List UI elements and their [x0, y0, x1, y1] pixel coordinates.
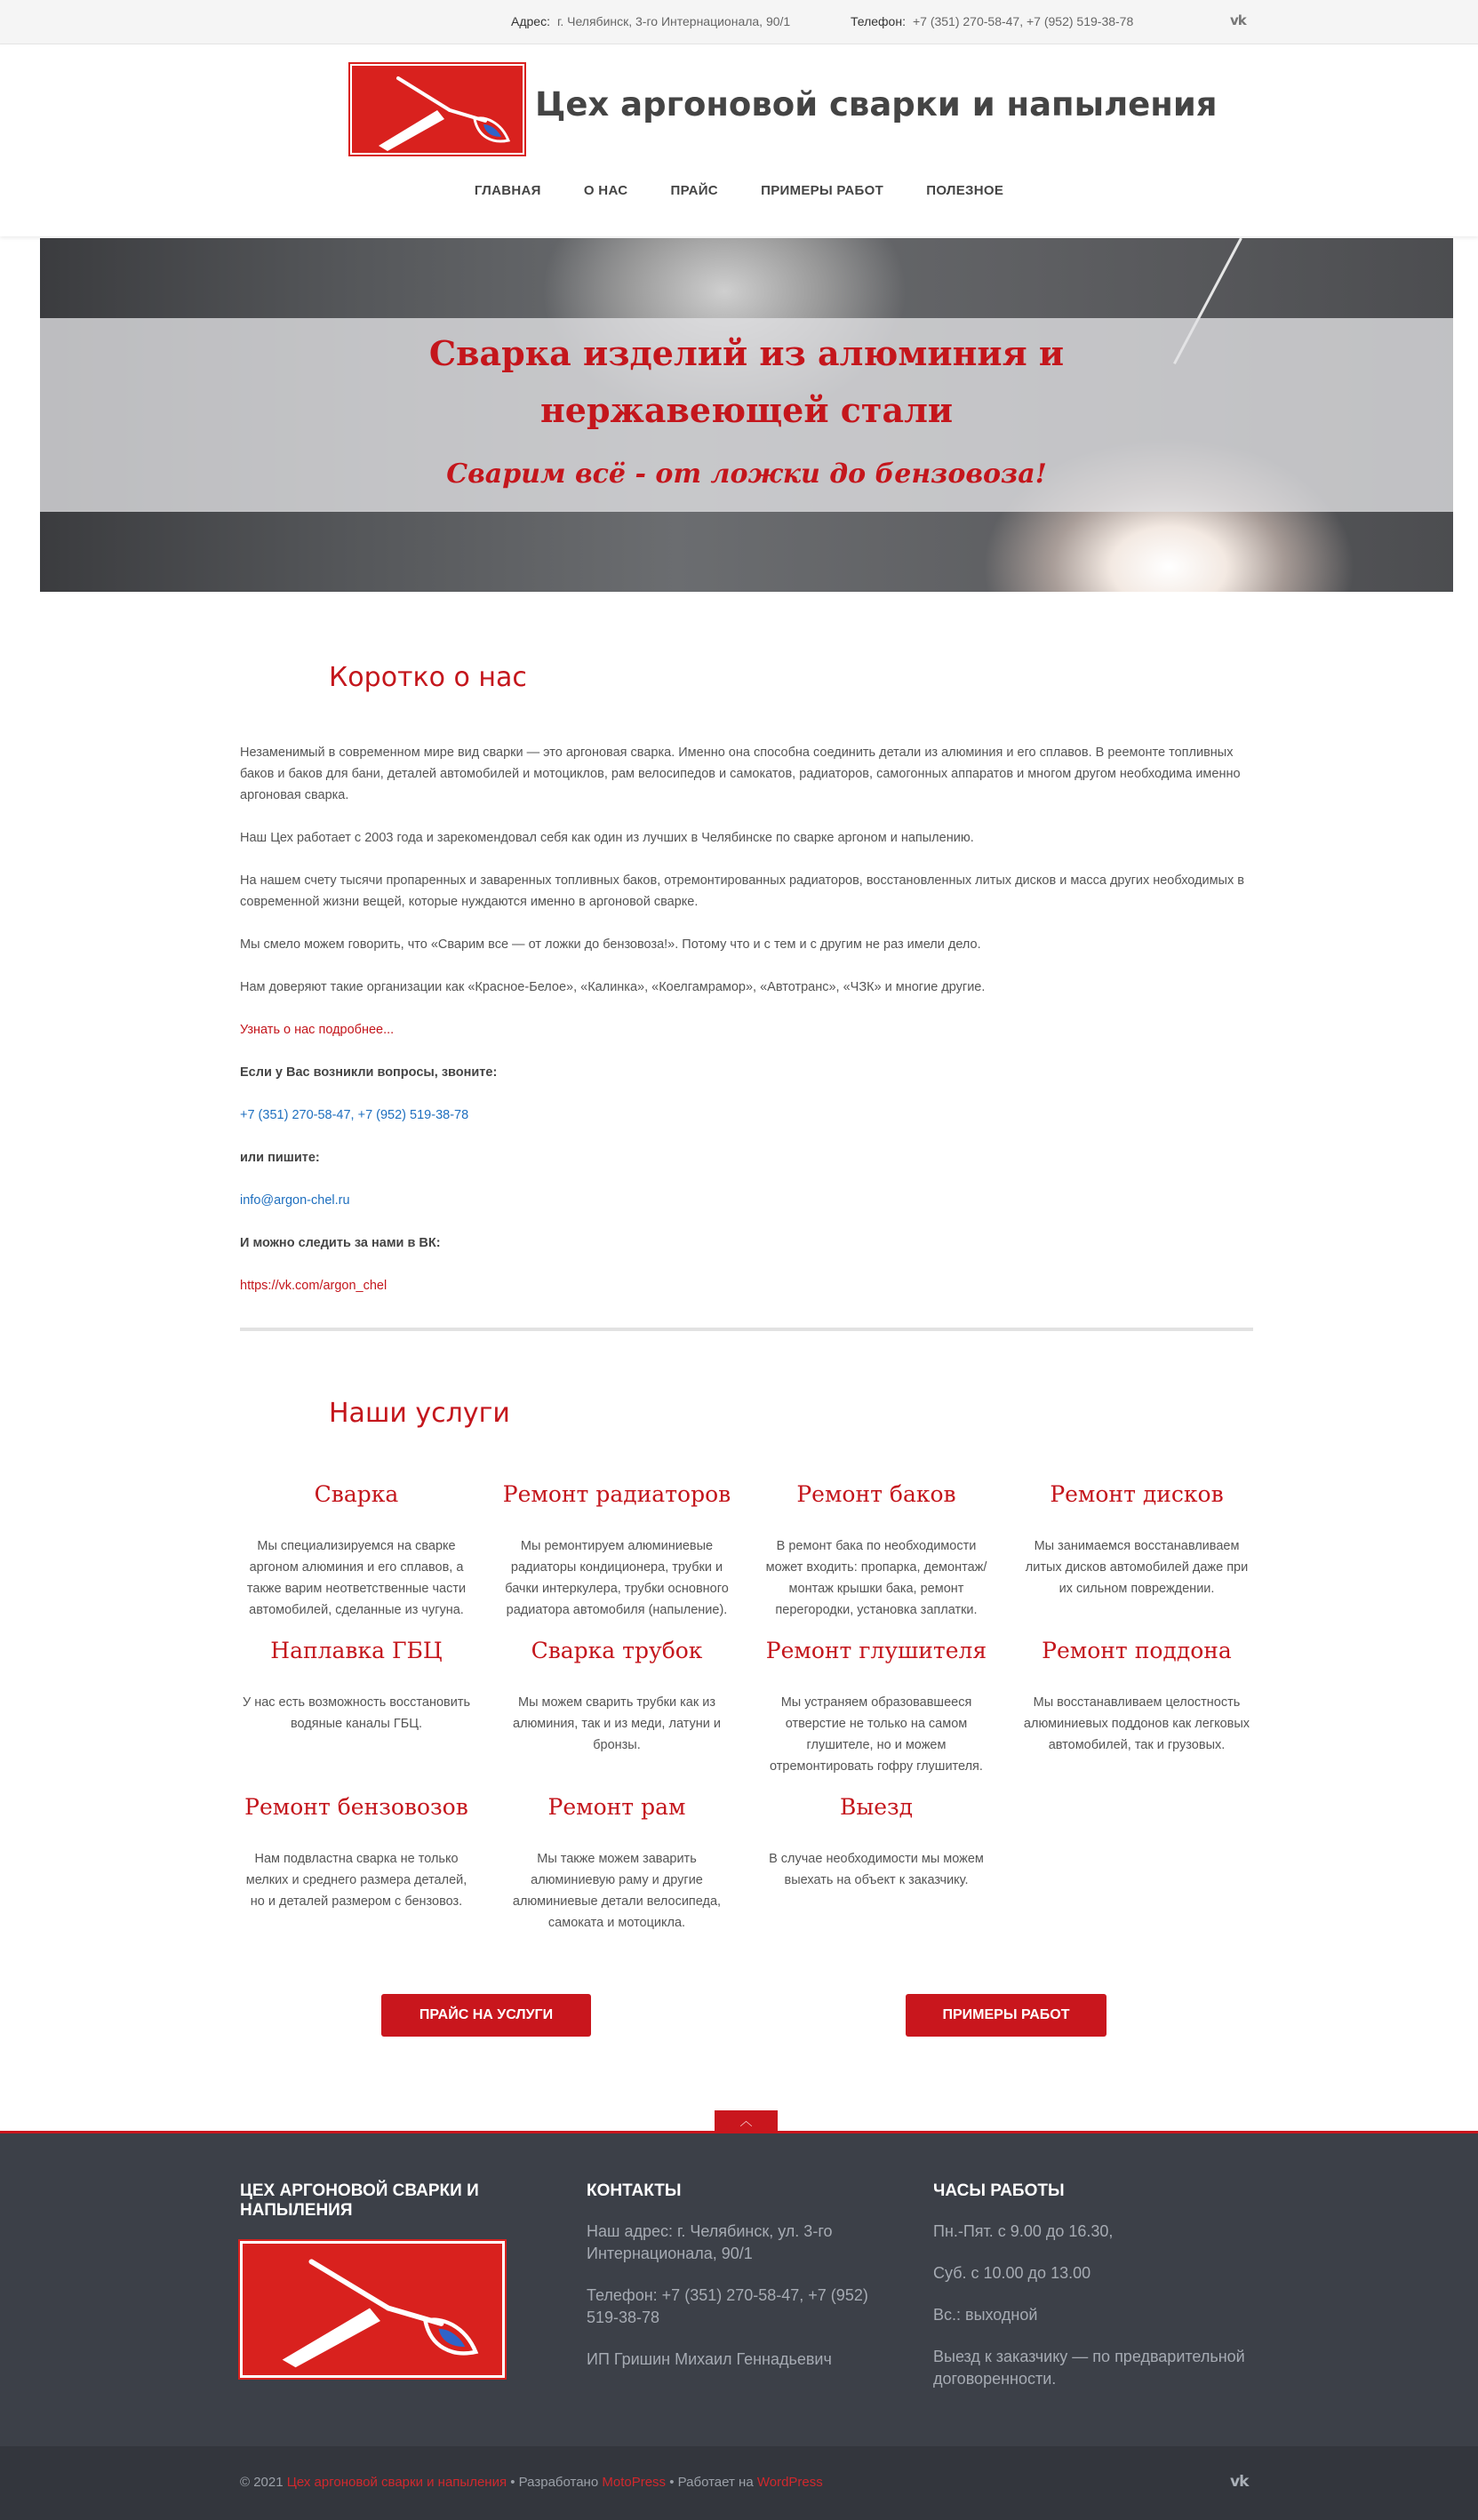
- service-card: [1020, 1631, 1253, 1756]
- footer-column-title: ЧАСЫ РАБОТЫ: [933, 2181, 1065, 2200]
- about-write-label: или пишите:: [240, 1151, 320, 1165]
- service-card: [500, 1475, 733, 1621]
- site-footer: [0, 2131, 1478, 2446]
- footer-column-title: КОНТАКТЫ: [587, 2181, 682, 2200]
- footer-column-contacts: [587, 2181, 871, 2371]
- examples-button[interactable]: ПРИМЕРЫ РАБОТ: [906, 1994, 1107, 2037]
- copyright-dev-label: • Разработано: [510, 2475, 599, 2490]
- nav-item-useful[interactable]: ПОЛЕЗНОЕ: [926, 183, 1004, 198]
- nav-item-about[interactable]: О НАС: [583, 183, 628, 198]
- footer-hours-weekdays: Пн.-Пят. с 9.00 до 16.30,: [933, 2222, 1114, 2240]
- footer-owner: ИП Гришин Михаил Геннадьевич: [587, 2350, 832, 2368]
- service-name[interactable]: Наплавка ГБЦ: [270, 1638, 443, 1663]
- service-card: [500, 1631, 733, 1756]
- vk-icon[interactable]: vk: [1230, 12, 1246, 28]
- service-card: [500, 1788, 733, 1934]
- footer-column-title: ЦЕХ АРГОНОВОЙ СВАРКИ И НАПЫЛЕНИЯ: [240, 2181, 479, 2220]
- service-desc: Нам подвластна сварка не только мелких и среднего размера деталей, но и деталей размером с бензовоз.: [245, 1852, 467, 1909]
- service-card: [240, 1631, 473, 1734]
- service-card: [760, 1475, 993, 1621]
- top-bar: [0, 0, 1478, 44]
- about-paragraph-5: Нам доверяют такие организации как «Красное-Белое», «Калинка», «Коелгамрамор», «Автотранс», «ЧЗК» и многие другие.: [240, 980, 986, 994]
- footer-hours-sunday: Вс.: выходной: [933, 2306, 1038, 2324]
- scroll-to-top-button[interactable]: [715, 2110, 778, 2132]
- service-card: [760, 1788, 993, 1891]
- service-card: [760, 1631, 993, 1777]
- price-button[interactable]: ПРАЙС НА УСЛУГИ: [381, 1994, 591, 2037]
- service-desc: В ремонт бака по необходимости может входить: пропарка, демонтаж/монтаж крышки бака, ремонт перегородки, установка заплатки.: [765, 1539, 987, 1617]
- footer-phone: Телефон: +7 (351) 270-58-47, +7 (952) 519-38-78: [587, 2286, 868, 2326]
- service-name[interactable]: Ремонт баков: [796, 1481, 956, 1507]
- topbar-phone-value: +7 (351) 270-58-47, +7 (952) 519-38-78: [912, 14, 1134, 28]
- about-call-label: Если у Вас возникли вопросы, звоните:: [240, 1065, 498, 1080]
- service-desc: Мы специализируемся на сварке аргоном алюминия и его сплавов, а также варим неответственные части автомобилей, сделанные из чугуна.: [246, 1539, 467, 1617]
- service-card: [240, 1475, 473, 1621]
- service-desc: Мы можем сварить трубки как из алюминия, так и из меди, латуни и бронзы.: [513, 1695, 721, 1752]
- hero-subtitle: Сварим всё - от ложки до бензовоза!: [446, 459, 1047, 490]
- site-title[interactable]: Цех аргоновой сварки и напыления: [535, 85, 1218, 124]
- service-name[interactable]: Сварка трубок: [531, 1638, 703, 1663]
- service-desc: В случае необходимости мы можем выехать на объект к заказчику.: [769, 1852, 984, 1887]
- footer-bottom-bar: [0, 2446, 1478, 2520]
- service-name[interactable]: Ремонт радиаторов: [502, 1481, 731, 1507]
- topbar-address-value: г. Челябинск, 3-го Интернационала, 90/1: [556, 14, 791, 28]
- copyright-dev-link[interactable]: MotoPress: [602, 2475, 667, 2490]
- main-nav: [0, 183, 1478, 198]
- about-email-link[interactable]: info@argon-chel.ru: [240, 1193, 350, 1208]
- about-paragraph-3: На нашем счету тысячи пропаренных и заваренных топливных баков, отремонтированных радиаторов, восстановленных литых дисков и масса других необходимых в современной жизни вещей, которые нуждаются именно в аргоновой сварке.: [240, 873, 1244, 909]
- service-card: [1020, 1475, 1253, 1599]
- about-vk-link[interactable]: https://vk.com/argon_chel: [240, 1279, 387, 1293]
- copyright: [240, 2475, 823, 2490]
- footer-hours-saturday: Суб. с 10.00 до 13.00: [933, 2264, 1091, 2282]
- about-paragraph-2: Наш Цех работает с 2003 года и зарекомендовал себя как один из лучших в Челябинске по сварке аргоном и напылению.: [240, 831, 974, 845]
- service-name[interactable]: Ремонт бензовозов: [244, 1794, 468, 1820]
- service-card: [240, 1788, 473, 1912]
- topbar-address: [511, 14, 790, 28]
- service-desc: Мы ремонтируем алюминиевые радиаторы кондиционера, трубки и бачки интеркулера, трубки основного радиатора автомобиля (напыление).: [505, 1539, 729, 1617]
- footer-visit-note: Выезд к заказчику — по предварительной договоренности.: [933, 2348, 1245, 2388]
- service-desc: У нас есть возможность восстановить водяные каналы ГБЦ.: [242, 1695, 471, 1731]
- topbar-address-label: Адрес:: [511, 14, 550, 28]
- service-name[interactable]: Сварка: [314, 1481, 399, 1507]
- footer-logo[interactable]: [240, 2241, 505, 2378]
- hero-banner: [40, 238, 1453, 592]
- service-desc: Мы восстанавливаем целостность алюминиевых поддонов как легковых автомобилей, так и грузовых.: [1023, 1695, 1250, 1752]
- site-logo[interactable]: [350, 64, 524, 155]
- service-desc: Мы также можем заварить алюминиевую раму и другие алюминиевые детали велосипеда, самоката и мотоцикла.: [512, 1852, 722, 1930]
- footer-column-about: [240, 2181, 524, 2221]
- copyright-year: © 2021: [240, 2475, 284, 2490]
- about-more-link[interactable]: Узнать о нас подробнее...: [240, 1023, 395, 1037]
- section-divider: [240, 1328, 1253, 1331]
- copyright-works-label: • Работает на: [669, 2475, 754, 2490]
- site-header: [0, 44, 1478, 236]
- about-paragraph-4: Мы смело можем говорить, что «Сварим все — от ложки до бензовоза!». Потому что и с тем и с другим не раз имели дело.: [240, 937, 981, 952]
- service-desc: Мы занимаемся восстанавливаем литых дисков автомобилей даже при их сильном повреждении.: [1025, 1539, 1249, 1596]
- service-name[interactable]: Ремонт глушителя: [765, 1638, 987, 1663]
- service-name[interactable]: Ремонт рам: [547, 1794, 686, 1820]
- topbar-phone-label: Телефон:: [851, 14, 906, 28]
- copyright-site-link[interactable]: Цех аргоновой сварки и напыления: [286, 2475, 507, 2490]
- about-phones-link[interactable]: +7 (351) 270-58-47, +7 (952) 519-38-78: [240, 1108, 469, 1122]
- services-title: Наши услуги: [329, 1398, 510, 1429]
- vk-icon[interactable]: vk: [1230, 2473, 1249, 2491]
- nav-item-price[interactable]: ПРАЙС: [670, 183, 718, 198]
- chevron-up-icon: ︿: [739, 2114, 753, 2128]
- about-title: Коротко о нас: [329, 662, 527, 693]
- nav-item-examples[interactable]: ПРИМЕРЫ РАБОТ: [761, 183, 884, 198]
- service-name[interactable]: Ремонт поддона: [1042, 1638, 1232, 1663]
- hero-title-line1: Сварка изделий из алюминия и: [428, 333, 1065, 373]
- hero-title: [40, 325, 1453, 439]
- welding-torch-icon: [243, 2244, 502, 2375]
- welding-torch-icon: [352, 66, 526, 156]
- about-paragraph-1: Незаменимый в современном мире вид сварки — это аргоновая сварка. Именно она способна соединить детали из алюминия и его сплавов. В реемонте топливных баков и баков для бани, деталей автомобилей и мотоциклов, рам велосипедов и самокатов, радиаторов, самогонных аппаратов и многом другом необходима именно аргоновая сварка.: [240, 746, 1241, 802]
- hero-title-line2: нержавеющей стали: [539, 390, 954, 430]
- service-desc: Мы устраняем образовавшееся отверстие не только на самом глушителе, но и можем отремонтировать гофру глушителя.: [770, 1695, 983, 1774]
- topbar-phone: [851, 14, 1133, 28]
- nav-item-home[interactable]: ГЛАВНАЯ: [474, 183, 541, 198]
- footer-column-hours: [933, 2181, 1262, 2390]
- about-section: [240, 742, 1253, 1318]
- copyright-wp-link[interactable]: WordPress: [756, 2475, 823, 2490]
- about-vk-label: И можно следить за нами в ВК:: [240, 1236, 441, 1250]
- footer-address: Наш адрес: г. Челябинск, ул. 3-го Интернационала, 90/1: [587, 2222, 833, 2262]
- service-name[interactable]: Ремонт дисков: [1050, 1481, 1224, 1507]
- service-name[interactable]: Выезд: [839, 1794, 914, 1820]
